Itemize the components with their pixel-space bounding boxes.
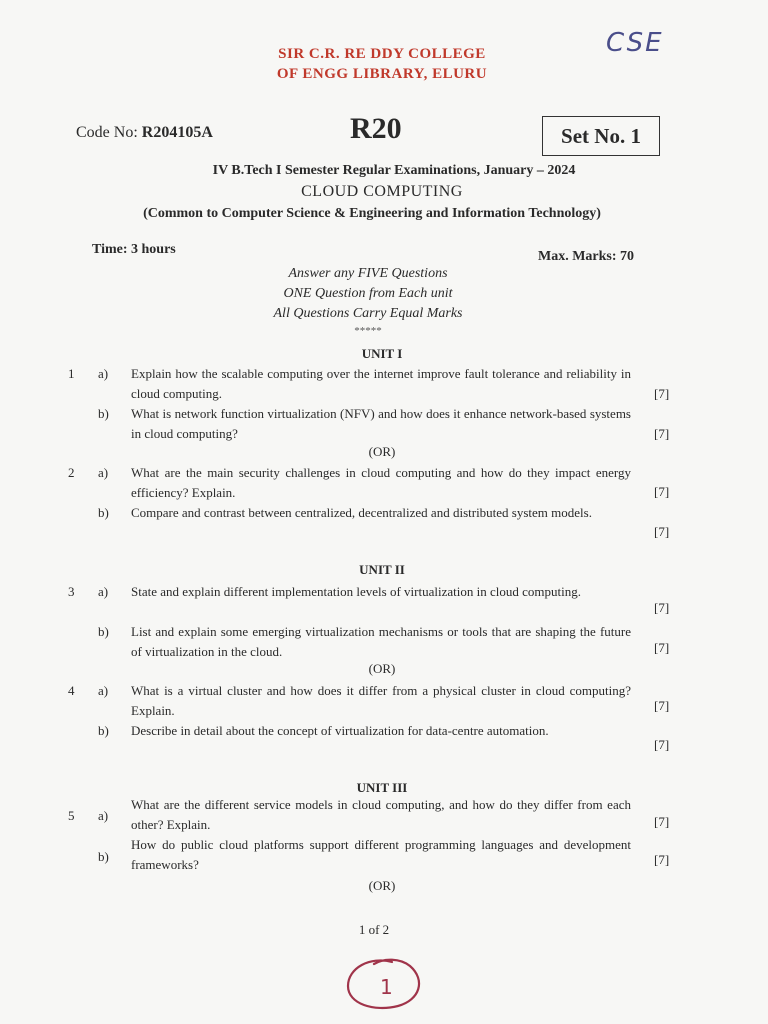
question-text: What are the different service models in cloud computing, and how do they differ from each other? Explain. xyxy=(131,797,631,832)
stamp-line-1: SIR C.R. RE DDY COLLEGE xyxy=(278,46,486,62)
question-text: Compare and contrast between centralized, decentralized and distributed system models. xyxy=(131,505,592,520)
or-separator: (OR) xyxy=(368,444,396,459)
stars-divider: ***** xyxy=(354,325,382,337)
question-number: 5 xyxy=(68,808,75,823)
page-number: 1 of 2 xyxy=(358,922,390,937)
or-separator: (OR) xyxy=(368,661,396,676)
question-part-label: a) xyxy=(98,808,109,823)
question-marks: [7] xyxy=(654,426,670,441)
question-text: State and explain different implementation levels of virtualization in cloud computing. xyxy=(131,584,581,599)
signature-mark xyxy=(340,950,430,1023)
question-number: 4 xyxy=(68,683,75,698)
set-number-box xyxy=(542,116,660,156)
question-part-label: a) xyxy=(98,584,109,599)
question-part-label: b) xyxy=(98,406,109,421)
question-part-label: a) xyxy=(98,683,109,698)
question-marks: [7] xyxy=(654,640,670,655)
subject-title: CLOUD COMPUTING xyxy=(301,183,463,200)
code-value: R204105A xyxy=(141,124,213,141)
signature-circle-icon xyxy=(340,950,430,1018)
question-text: What is network function virtualization (NFV) and how does it enhance network-based systems in cloud computing? xyxy=(131,406,631,441)
question-marks: [7] xyxy=(654,600,670,615)
question-marks: [7] xyxy=(654,484,670,499)
question-marks: [7] xyxy=(654,698,670,713)
question-text: How do public cloud platforms support different programming languages and development frameworks? xyxy=(131,837,631,872)
question-text: Describe in detail about the concept of virtualization for data-centre automation. xyxy=(131,723,549,738)
instruction-3: All Questions Carry Equal Marks xyxy=(273,306,463,321)
question-text: List and explain some emerging virtualization mechanisms or tools that are shaping the future of virtualization in the cloud. xyxy=(131,624,631,659)
question-number: 2 xyxy=(68,465,75,480)
unit-title: UNIT I xyxy=(361,346,403,361)
question-part-label: a) xyxy=(98,465,109,480)
or-separator: (OR) xyxy=(368,878,396,893)
common-note: (Common to Computer Science & Engineering and Information Technology) xyxy=(143,206,601,221)
question-marks: [7] xyxy=(654,386,670,401)
set-number: Set No. 1 xyxy=(561,123,641,148)
instruction-1: Answer any FIVE Questions xyxy=(288,266,448,281)
time-allowed: Time: 3 hours xyxy=(92,242,176,257)
unit-title: UNIT II xyxy=(359,562,405,577)
max-marks: Max. Marks: 70 xyxy=(538,249,635,264)
question-part-label: b) xyxy=(98,505,109,520)
signature-mark-text: 1 xyxy=(380,975,393,999)
question-number: 1 xyxy=(68,366,75,381)
unit-title: UNIT III xyxy=(356,780,408,795)
question-number: 3 xyxy=(68,584,75,599)
question-marks: [7] xyxy=(654,737,670,752)
library-stamp xyxy=(262,44,502,84)
exam-title: IV B.Tech I Semester Regular Examinations, January – 2024 xyxy=(212,163,576,178)
code-number xyxy=(76,124,213,142)
code-label: Code No: xyxy=(76,124,142,141)
question-text: What are the main security challenges in cloud computing and how do they impact energy efficiency? Explain. xyxy=(131,465,631,500)
regulation-label: R20 xyxy=(350,112,402,145)
instruction-2: ONE Question from Each unit xyxy=(283,286,453,301)
question-part-label: b) xyxy=(98,723,109,738)
question-marks: [7] xyxy=(654,524,670,539)
question-part-label: a) xyxy=(98,366,109,381)
question-part-label: b) xyxy=(98,624,109,639)
question-part-label: b) xyxy=(98,849,109,864)
question-marks: [7] xyxy=(654,852,670,867)
question-text: Explain how the scalable computing over the internet improve fault tolerance and reliability in cloud computing. xyxy=(131,366,631,401)
question-text: What is a virtual cluster and how does it differ from a physical cluster in cloud computing? Explain. xyxy=(131,683,631,718)
question-marks: [7] xyxy=(654,814,670,829)
stamp-line-2: OF ENGG LIBRARY, ELURU xyxy=(276,66,488,82)
handwritten-note: CSE xyxy=(606,28,664,58)
